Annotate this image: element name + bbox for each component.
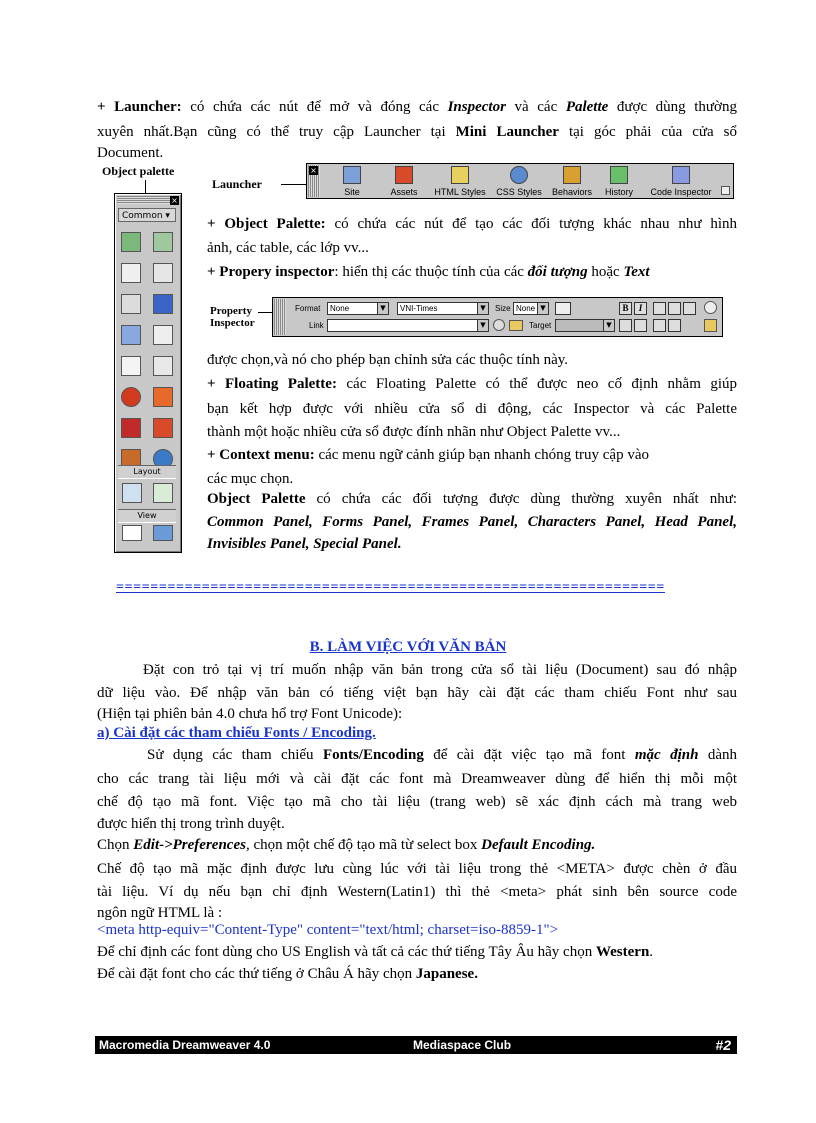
italic-button[interactable]: I [634, 302, 647, 315]
section-p2-l1 [97, 743, 737, 768]
size-label: Size [495, 304, 511, 313]
launcher-window [306, 163, 734, 199]
chevron-down-icon: ▼ [477, 320, 488, 331]
section-p4-l1: Chế độ tạo mã mặc định được lưu cùng lúc với tài liệu trong thẻ <META> được chèn ở đầu [97, 861, 737, 877]
meta-code: <meta http-equiv="Content-Type" content="text/html; charset=iso-8859-1"> [97, 922, 559, 938]
property-caption-2: Inspector [210, 317, 255, 329]
mini-launcher-term: Mini Launcher [455, 124, 559, 140]
launcher-site-button[interactable] [337, 166, 367, 197]
footer-left: Macromedia Dreamweaver 4.0 [99, 1038, 271, 1052]
text: Để cài đặt font cho các thứ tiếng ở Châu Á hãy chọn [97, 966, 416, 982]
palette-term: Palette [565, 99, 609, 115]
text: Edit->Preferences [133, 837, 246, 853]
inspector-term: Inspector [447, 99, 506, 115]
edit-icon[interactable] [704, 319, 717, 332]
launcher-assets-button[interactable] [385, 166, 423, 197]
minimize-icon[interactable] [721, 186, 730, 195]
text: CSS Styles [496, 187, 542, 197]
caption-leader [145, 180, 146, 193]
chevron-down-icon: ▼ [377, 303, 388, 314]
text: tại góc phải của cửa sổ [558, 124, 738, 140]
font-select[interactable] [397, 302, 489, 315]
section-p1-l1: Đặt con trỏ tại vị trí muốn nhập văn bản trong cửa sổ tài liệu (Document) sau đó nhập [143, 662, 737, 678]
text: Behaviors [551, 187, 593, 197]
text: Assets [390, 187, 418, 197]
separator-line: ================================================================ [116, 580, 665, 595]
align-center-icon[interactable] [668, 302, 681, 315]
launcher-term: + Launcher: [97, 99, 182, 115]
text: có chứa các nút để mở và đóng các [181, 99, 448, 115]
launcher-history-button[interactable] [601, 166, 637, 197]
section-p4-l2: tài liệu. Ví dụ nếu bạn chỉ định Western(Latin1) thì thẻ <meta> phát sinh bên source code [97, 884, 737, 900]
text: Default Encoding. [481, 837, 596, 853]
text: đối tượng [527, 264, 588, 280]
tabular-icon[interactable] [153, 356, 173, 376]
palette-category-dropdown[interactable]: Common ▾ [118, 208, 176, 222]
text: : hiển thị các thuộc tính của các [334, 264, 528, 280]
target-select[interactable] [555, 319, 615, 332]
text: được dùng thường [608, 99, 737, 115]
floating-desc [207, 372, 737, 397]
tabular-data-icon[interactable] [153, 263, 173, 283]
text: các Floating Palette có thể được neo cố định nhằm giúp [336, 376, 737, 392]
object-palette-window [114, 193, 182, 553]
section-p6 [97, 962, 478, 987]
shockwave-icon[interactable] [153, 387, 173, 407]
folder-icon[interactable] [509, 320, 523, 331]
code-inspector-icon [672, 166, 690, 184]
text: Western [595, 944, 650, 960]
navigation-bar-icon[interactable] [121, 294, 141, 314]
text: Object Palette [207, 491, 306, 507]
text: Code Inspector [650, 187, 712, 197]
assets-icon [395, 166, 413, 184]
property-leader [258, 312, 272, 313]
history-icon [610, 166, 628, 184]
text: Text [623, 264, 650, 280]
launcher-leader [281, 184, 306, 185]
context-desc-2: các mục chọn. [207, 471, 294, 487]
text: VNI-Times [400, 304, 438, 313]
horizontal-rule-icon[interactable] [153, 294, 173, 314]
close-icon[interactable]: × [171, 196, 178, 205]
text: History [604, 187, 633, 197]
text: Chọn [97, 837, 134, 853]
point-to-file-icon[interactable] [493, 319, 505, 331]
intro-line-1 [97, 95, 737, 120]
layout-table-icon[interactable] [122, 483, 142, 503]
property-inspector-window [272, 297, 723, 337]
text: các menu ngữ cảnh giúp bạn nhanh chóng truy cập vào [314, 447, 649, 463]
intro-line-3: Document. [97, 145, 164, 161]
floating-desc-2: bạn kết hợp được với nhiều cửa sổ di động, các Inspector và các Palette [207, 401, 737, 417]
property-inspector-desc [207, 260, 650, 285]
fireworks-html-icon[interactable] [153, 418, 173, 438]
launcher-css-styles-button[interactable] [491, 166, 547, 197]
object-palette-desc-2: ảnh, các table, các lớp vv... [207, 240, 369, 256]
launcher-html-styles-button[interactable] [431, 166, 489, 197]
panels-list-1: Common Panel, Forms Panel, Frames Panel, Characters Panel, Head Panel, [207, 514, 737, 530]
section-p3 [97, 833, 595, 858]
launcher-code-inspector-button[interactable] [647, 166, 715, 197]
layout-cell-icon[interactable] [153, 483, 173, 503]
launcher-behaviors-button[interactable] [547, 166, 597, 197]
section-p1-l3: (Hiện tại phiên bản 4.0 chưa hổ trợ Font Unicode): [97, 706, 403, 722]
text: + Propery inspector [207, 264, 335, 280]
target-label: Target [529, 321, 552, 330]
fonts-encoding-subheading[interactable]: a) Cài đặt các tham chiếu Fonts / Encoding. [97, 725, 376, 741]
rollover-image-icon[interactable] [153, 232, 173, 252]
palette-icon-grid [121, 232, 175, 469]
text: Để chỉ định các font dùng cho US English và tất cả các thứ tiếng Tây Âu hãy chọn [97, 944, 596, 960]
align-right-icon[interactable] [683, 302, 696, 315]
text: None [516, 304, 536, 313]
named-anchor-icon[interactable] [153, 325, 173, 345]
property-caption-1: Property [210, 305, 252, 317]
generator-icon[interactable] [121, 418, 141, 438]
inspector-titlebar[interactable] [274, 299, 286, 335]
site-icon [343, 166, 361, 184]
link-input[interactable] [327, 319, 489, 332]
bold-button[interactable]: B [619, 302, 632, 315]
context-desc [207, 443, 649, 468]
flash-icon[interactable] [121, 387, 141, 407]
text: để cài đặt việc tạo mã font [423, 747, 635, 763]
text: + Context menu: [207, 447, 315, 463]
floating-desc-3: thành một hoặc nhiều cửa sổ được đính nhãn như Object Palette vv... [207, 424, 621, 440]
page-number: #2 [715, 1037, 731, 1053]
object-palette-desc [207, 212, 737, 237]
size-select[interactable] [513, 302, 549, 315]
chevron-down-icon: ▼ [477, 303, 488, 314]
text: và các [505, 99, 566, 115]
text: + Floating Palette: [207, 376, 337, 392]
chevron-down-icon: ▼ [537, 303, 548, 314]
date-icon[interactable] [121, 356, 141, 376]
object-palette-caption: Object palette [102, 164, 175, 178]
palette-view-label: View [118, 509, 176, 523]
section-p1-l2: dữ liệu vào. Để nhập văn bản có tiếng việt bạn hãy cài đặt các tham chiếu Font như sau [97, 685, 737, 701]
text: xuyên nhất.Bạn cũng có thể truy cập Launcher tại [97, 124, 456, 140]
close-icon[interactable]: × [310, 166, 317, 175]
text: hoặc [587, 264, 624, 280]
intro-line-2 [97, 120, 737, 145]
launcher-caption: Launcher [212, 177, 263, 191]
palette-layout-label: Layout [118, 465, 176, 479]
unordered-list-icon[interactable] [619, 319, 632, 332]
email-link-icon[interactable] [121, 325, 141, 345]
section-p4-l3: ngôn ngữ HTML là : [97, 905, 223, 921]
link-label: Link [309, 321, 324, 330]
panels-list-2: Invisibles Panel, Special Panel. [207, 536, 402, 552]
text: có chứa các đối tượng được dùng thường xuyên nhất như: [305, 491, 738, 507]
text: có chứa các nút để tạo các đối tượng khác nhau như hình [325, 216, 737, 232]
text: Fonts/Encoding [322, 747, 424, 763]
text: Sử dụng các tham chiếu [147, 747, 323, 763]
behaviors-icon [563, 166, 581, 184]
html-styles-icon [451, 166, 469, 184]
op-desc [207, 487, 737, 512]
format-select[interactable] [327, 302, 389, 315]
chevron-down-icon: ▼ [603, 320, 614, 331]
page-footer [95, 1036, 737, 1054]
standard-view-icon[interactable] [122, 525, 142, 541]
text: dành [698, 747, 738, 763]
color-swatch[interactable] [555, 302, 571, 315]
indent-icon[interactable] [668, 319, 681, 332]
text: Japanese. [415, 966, 478, 982]
property-inspector-desc-2: được chọn,và nó cho phép bạn chỉnh sửa các thuộc tính này. [207, 352, 569, 368]
outdent-icon[interactable] [653, 319, 666, 332]
format-label: Format [295, 304, 321, 313]
help-icon[interactable] [704, 301, 717, 314]
css-styles-icon [510, 166, 528, 184]
align-left-icon[interactable] [653, 302, 666, 315]
text: HTML Styles [434, 187, 486, 197]
text: , chọn một chế độ tạo mã từ select box [245, 837, 482, 853]
section-p2-l4: được hiển thị trong trình duyệt. [97, 816, 285, 832]
section-p2-l3: chế độ tạo mã font. Việc tạo mã cho tài liệu (trang web) sẽ xác định cách mà trang web [97, 794, 737, 810]
layout-view-icon[interactable] [153, 525, 173, 541]
text: + Object Palette: [207, 216, 326, 232]
section-title[interactable]: B. LÀM VIỆC VỚI VĂN BẢN [309, 639, 507, 655]
text: mặc định [634, 747, 699, 763]
section-p2-l2: cho các trang tài liệu mới và cài đặt các font mà Dreamweaver dùng để hiển thị mỗi một [97, 771, 737, 787]
ordered-list-icon[interactable] [634, 319, 647, 332]
image-icon[interactable] [121, 232, 141, 252]
text: . [649, 944, 654, 960]
footer-center: Mediaspace Club [413, 1038, 512, 1052]
table-icon[interactable] [121, 263, 141, 283]
text: Site [344, 187, 360, 197]
text: None [330, 304, 350, 313]
